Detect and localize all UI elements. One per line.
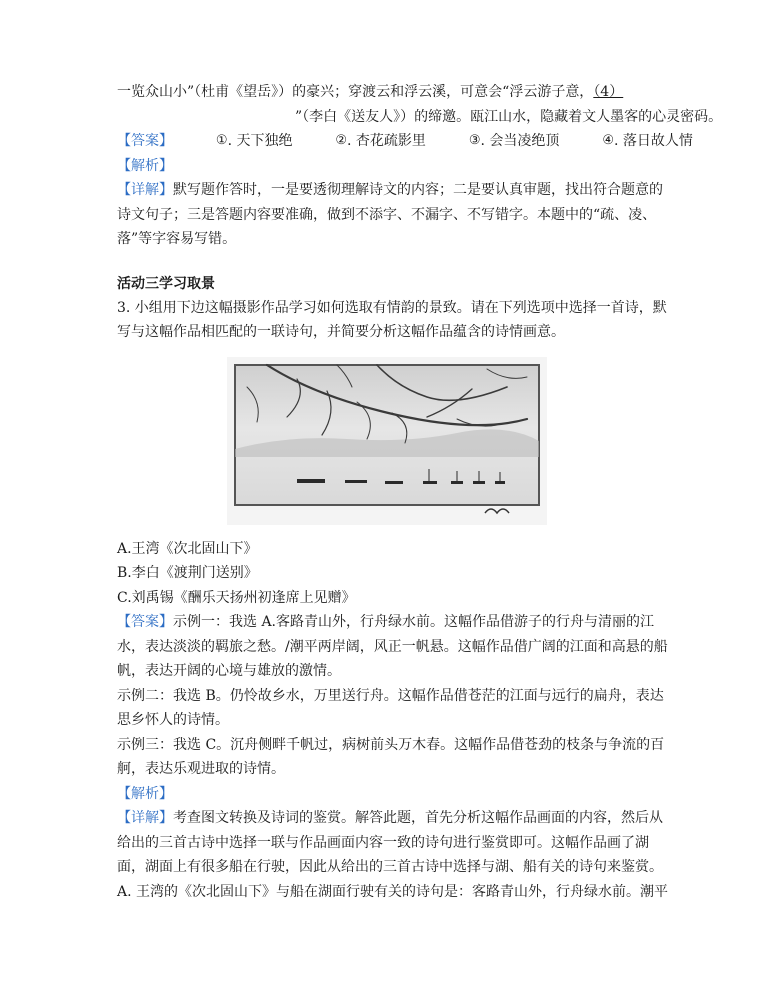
detail-line: A. 王湾的《次北固山下》与船在湖面行驶有关的诗句是：客路青山外，行舟绿水前。潮平 (117, 883, 669, 900)
detail-line: 落”等字容易写错。 (117, 231, 237, 247)
analysis-label: 【解析】 (117, 785, 173, 802)
answer-label: 【答案】 (117, 614, 173, 630)
answer-item: ①. 天下独绝 (215, 133, 293, 149)
detail-line: 【详解】考查图文转换及诗词的鉴赏。解答此题，首先分析这幅作品画面的内容，然后从 (117, 810, 663, 826)
detail-line: 面，湖面上有很多船在行驶，因此从给出的三首古诗中选择与湖、船有关的诗句来鉴赏。 (117, 859, 663, 875)
section-heading: 活动三学习取景 (117, 275, 215, 292)
question-line: 3. 小组用下边这幅摄影作品学习如何选取有情韵的景致。请在下列选项中选择一首诗，默 (117, 299, 667, 316)
answer-line: 水，表达淡淡的羁旅之愁。/潮平两岸阔，风正一帆悬。这幅作品借广阔的江面和高悬的船 (117, 638, 668, 655)
answer-line: 帆，表达开阔的心境与雄放的激情。 (117, 663, 341, 679)
answer-line: 示例三：我选 C。沉舟侧畔千帆过，病树前头万木春。这幅作品借苍劲的枝条与争流的百 (117, 736, 665, 753)
option-c: C.刘禹锡《酬乐天扬州初逢席上见赠》 (117, 589, 356, 606)
answer-line: 【答案】示例一：我选 A.客路青山外，行舟绿水前。这幅作品借游子的行舟与清丽的江 (117, 614, 655, 630)
text-segment: 一览众山小”（杜甫《望岳》）的豪兴；穿渡云和浮云溪，可意会“浮云游子意， (117, 84, 594, 100)
detail-line: 给出的三首古诗中选择一联与作品画面内容一致的诗句进行鉴赏即可。这幅作品画了湖 (117, 834, 649, 851)
answer-item: ④. 落日故人情 (602, 133, 693, 149)
text-line (117, 105, 723, 130)
answer-line: 思乡怀人的诗情。 (117, 712, 229, 728)
answer-line: 示例二：我选 B。仍怜故乡水，万里送行舟。这幅作品借苍茫的江面与远行的扁舟，表达 (117, 687, 664, 704)
option-b: B.李白《渡荆门送别》 (117, 565, 258, 581)
detail-label: 【详解】 (117, 810, 173, 826)
answer-item: ②. 杏花疏影里 (335, 133, 426, 149)
text-segment: ”（李白《送友人》）的缔邀。瓯江山水，隐藏着文人墨客的心灵密码。 (295, 108, 723, 125)
detail-line: 【详解】默写题作答时，一是要透彻理解诗文的内容；二是要认真审题，找出符合题意的 (117, 182, 663, 198)
answer-item: ③. 会当凌绝顶 (468, 133, 560, 149)
detail-label: 【详解】 (117, 182, 173, 198)
lake-boats-photo (227, 357, 547, 525)
question-line: 写与这幅作品相匹配的一联诗句，并简要分析这幅作品蕴含的诗情画意。 (117, 324, 565, 340)
blank-4-label: （4） (593, 84, 624, 100)
text-line (117, 80, 657, 105)
answer-line: 舸，表达乐观进取的诗情。 (117, 761, 285, 777)
photo-figure (117, 357, 657, 527)
analysis-label: 【解析】 (117, 157, 173, 174)
answer-line (117, 129, 693, 154)
document-page (117, 80, 723, 904)
option-a: A.王湾《次北固山下》 (117, 540, 258, 557)
detail-line: 诗文句子；三是答题内容要准确，做到不添字、不漏字、不写错字。本题中的“疏、凌、 (117, 206, 657, 223)
answer-label: 【答案】 (117, 133, 173, 149)
